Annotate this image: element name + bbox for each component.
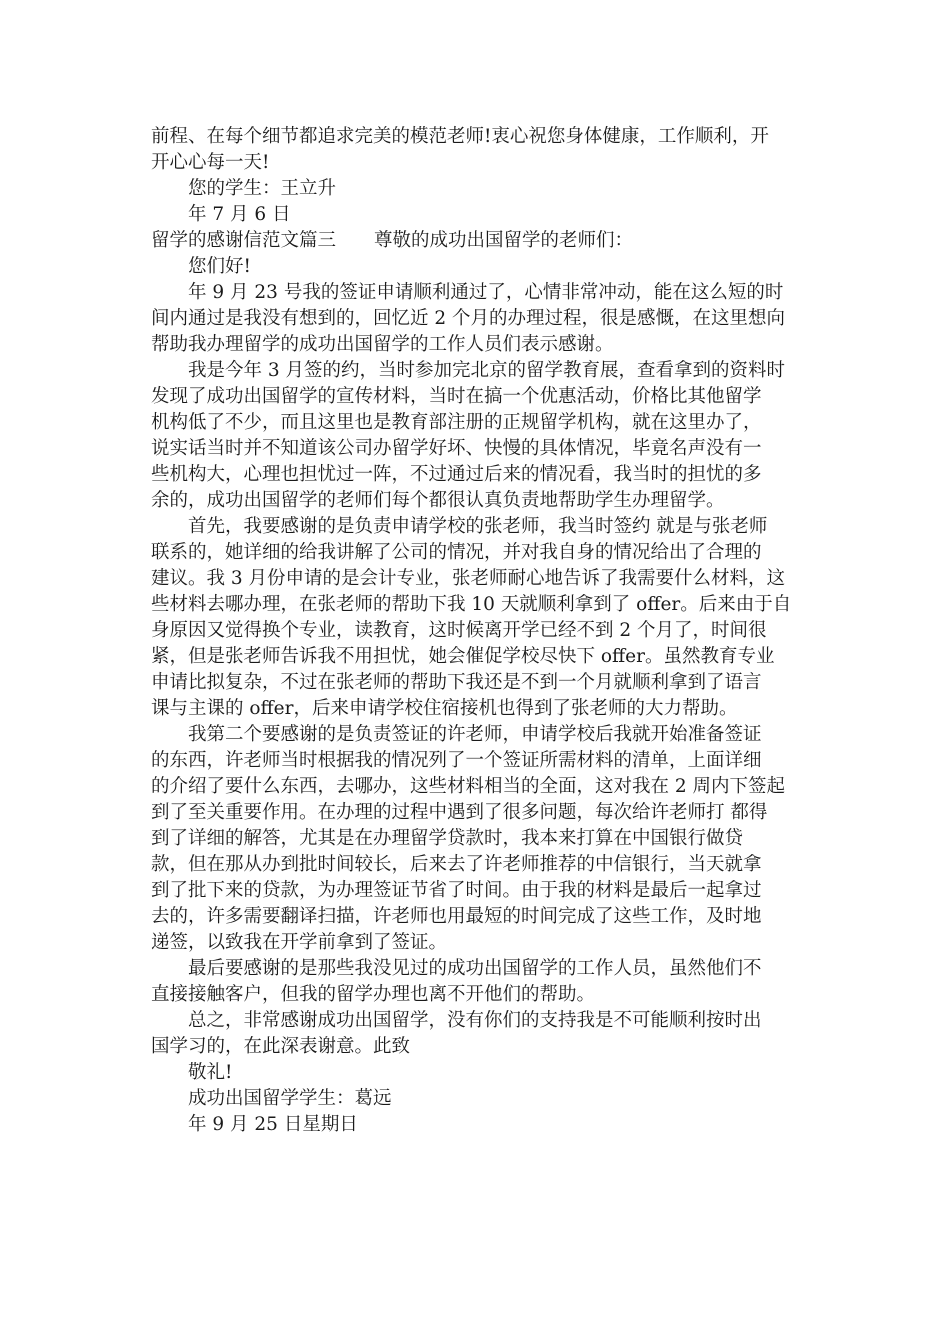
text-line: 递签，以致我在开学前拿到了签证。 (151, 932, 448, 953)
text-line: 建议。我 3 月份申请的是会计专业，张老师耐心地告诉了我需要什么材料，这 (151, 568, 786, 589)
text-line: 我第二个要感谢的是负责签证的许老师，申请学校后我就开始准备签证 (188, 724, 762, 745)
signature-line: 成功出国留学学生：葛远 (188, 1088, 392, 1109)
text-line: 前程、在每个细节都追求完美的模范老师!衷心祝您身体健康，工作顺利，开 (151, 126, 769, 147)
text-line: 身原因又觉得换个专业，读教育，这时候离开学已经不到 2 个月了，时间很 (151, 620, 767, 641)
text-line: 总之，非常感谢成功出国留学，没有你们的支持我是不可能顺利按时出 (188, 1010, 762, 1031)
date-line: 年 9 月 25 日星期日 (188, 1114, 358, 1135)
section-heading-line (151, 228, 801, 254)
text-line: 间内通过是我没有想到的，回忆近 2 个月的办理过程，很是感慨，在这里想向 (151, 308, 786, 329)
text-line: 的东西，许老师当时根据我的情况列了一个签证所需材料的清单，上面详细 (151, 750, 762, 771)
text-line: 说实话当时并不知道该公司办留学好坏、快慢的具体情况，毕竟名声没有一 (151, 438, 762, 459)
text-line: 余的，成功出国留学的老师们每个都很认真负责地帮助学生办理留学。 (151, 490, 725, 511)
text-line: 的介绍了要什么东西，去哪办，这些材料相当的全面，这对我在 2 周内下签起 (151, 776, 786, 797)
text-line: 申请比拟复杂，不过在张老师的帮助下我还是不到一个月就顺利拿到了语言 (151, 672, 762, 693)
salutation: 尊敬的成功出国留学的老师们： (374, 230, 634, 251)
text-line: 机构低了不少，而且这里也是教育部注册的正规留学机构，就在这里办了， (151, 412, 762, 433)
text-line: 最后要感谢的是那些我没见过的成功出国留学的工作人员，虽然他们不 (188, 958, 762, 979)
section-title: 留学的感谢信范文篇三 (151, 230, 337, 251)
letter-body (151, 124, 801, 1138)
text-line: 年 9 月 23 号我的签证申请顺利通过了，心情非常冲动，能在这么短的时 (188, 282, 784, 303)
signature-line: 您的学生：王立升 (188, 178, 337, 199)
text-line: 帮助我办理留学的成功出国留学的工作人员们表示感谢。 (151, 334, 614, 355)
text-line: 课与主课的 offer，后来申请学校住宿接机也得到了张老师的大力帮助。 (151, 698, 738, 719)
text-line: 直接接触客户，但我的留学办理也离不开他们的帮助。 (151, 984, 596, 1005)
text-line: 首先，我要感谢的是负责申请学校的张老师，我当时签约 就是与张老师 (188, 516, 768, 537)
text-line: 些机构大，心理也担忧过一阵，不过通过后来的情况看，我当时的担忧的多 (151, 464, 762, 485)
text-line: 发现了成功出国留学的宣传材料，当时在搞一个优惠活动，价格比其他留学 (151, 386, 762, 407)
closing-line: 敬礼! (188, 1062, 233, 1083)
text-line: 我是今年 3 月签的约，当时参加完北京的留学教育展，查看拿到的资料时 (188, 360, 786, 381)
text-line: 些材料去哪办理，在张老师的帮助下我 10 天就顺利拿到了 offer。后来由于自 (151, 594, 792, 615)
text-line: 去的，许多需要翻译扫描，许老师也用最短的时间完成了这些工作，及时地 (151, 906, 762, 927)
text-line: 联系的，她详细的给我讲解了公司的情况，并对我自身的情况给出了合理的 (151, 542, 762, 563)
text-line: 到了详细的解答，尤其是在办理留学贷款时，我本来打算在中国银行做贷 (151, 828, 744, 849)
text-line: 紧，但是张老师告诉我不用担忧，她会催促学校尽快下 offer。虽然教育专业 (151, 646, 775, 667)
text-line: 到了至关重要作用。在办理的过程中遇到了很多问题，每次给许老师打 都得 (151, 802, 768, 823)
greeting-line: 您们好! (188, 256, 251, 277)
text-line: 到了批下来的贷款，为办理签证节省了时间。由于我的材料是最后一起拿过 (151, 880, 762, 901)
text-line: 开心心每一天! (151, 152, 270, 173)
date-line: 年 7 月 6 日 (188, 204, 291, 225)
text-line: 国学习的，在此深表谢意。此致 (151, 1036, 411, 1057)
text-line: 款，但在那从办到批时间较长，后来去了许老师推荐的中信银行，当天就拿 (151, 854, 762, 875)
